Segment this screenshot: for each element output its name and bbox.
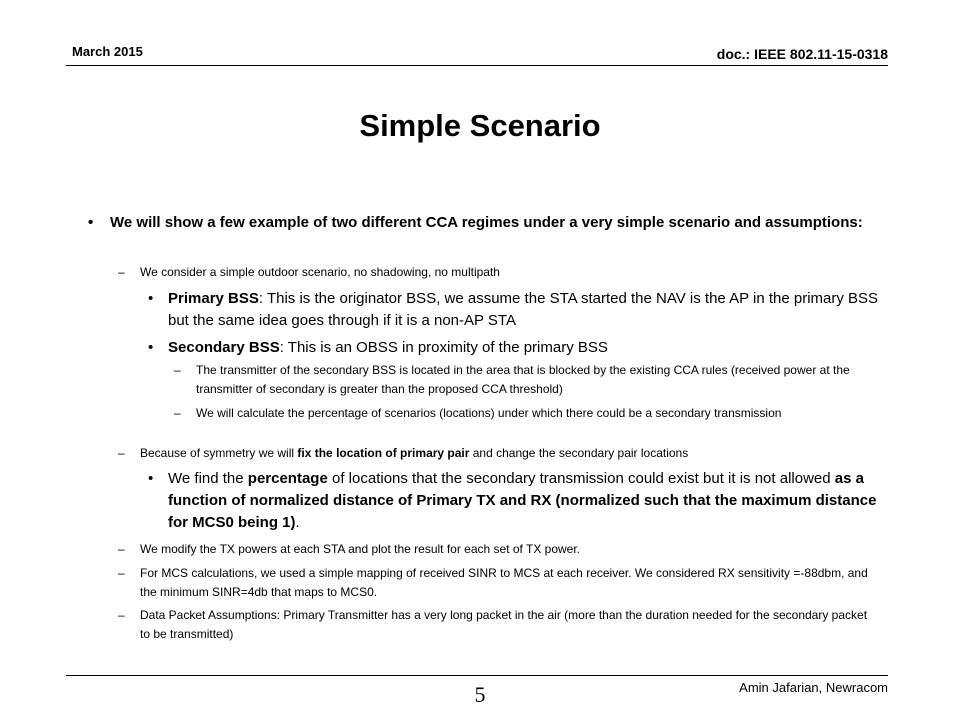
bullet-outdoor-scenario <box>118 263 880 282</box>
bullet-text: Because of symmetry we will <box>140 446 298 460</box>
bullet-text: For MCS calculations, we used a simple mapping of received SINR to MCS at each receiver. We considered RX sensitivity =-88dbm, and the minimum SINR=4db that maps to MCS0. <box>140 566 868 599</box>
header-date: March 2015 <box>72 44 143 59</box>
bullet-percentage-calc <box>174 404 876 423</box>
bullet-marker: • <box>88 214 94 231</box>
bullet-text: Data Packet Assumptions: Primary Transmitter has a very long packet in the air (more than the duration needed for the secondary packet to be transmitted) <box>140 608 868 641</box>
bullet-text: . <box>295 514 300 531</box>
bullet-text: : This is the originator BSS, we assume the STA started the NAV is the AP in the primary BSS but the same idea goes through if it is a non-AP STA <box>168 290 879 329</box>
bullet-text: We will calculate the percentage of scenarios (locations) under which there could be a secondary transmission <box>196 406 782 420</box>
slide-title: Simple Scenario <box>359 108 601 143</box>
bullet-text: We modify the TX powers at each STA and plot the result for each set of TX power. <box>140 542 581 556</box>
bullet-transmitter-location <box>174 361 876 399</box>
bullet-text: : This is an OBSS in proximity of the primary BSS <box>279 339 608 356</box>
bullet-percentage-finding <box>148 468 888 534</box>
bullet-text: We find the <box>168 470 248 487</box>
bullet-text: The transmitter of the secondary BSS is located in the area that is blocked by the existing CCA rules (received power at the transmitter of secondary is greater than the proposed CCA threshold) <box>196 363 850 396</box>
bullet-intro <box>88 212 890 234</box>
bullet-symmetry <box>118 444 880 463</box>
bullet-text: of locations that the secondary transmission could exist but it is not allowed <box>327 470 835 487</box>
bullet-text: and change the secondary pair locations <box>469 446 689 460</box>
bullet-text: We will show a few example of two different CCA regimes under a very simple scenario and assumptions: <box>110 214 863 231</box>
dash-marker: – <box>118 542 125 556</box>
dash-marker: – <box>174 406 181 420</box>
bullet-marker: • <box>148 339 154 356</box>
dash-marker: – <box>118 608 125 622</box>
emphasis-fixed-primary: fix the location of primary pair <box>297 446 470 460</box>
bullet-secondary-bss <box>148 337 888 359</box>
header-doc-id: doc.: IEEE 802.11-15-0318 <box>716 46 888 62</box>
bullet-text: We consider a simple outdoor scenario, no shadowing, no multipath <box>140 265 500 279</box>
term-secondary-bss: Secondary BSS <box>168 339 280 356</box>
bullet-marker: • <box>148 290 154 307</box>
bullet-tx-powers <box>118 540 880 559</box>
footer-author: Amin Jafarian, Newracom <box>739 680 888 695</box>
term-primary-bss: Primary BSS <box>168 290 259 307</box>
page-number: 5 <box>474 682 486 707</box>
bullet-primary-bss <box>148 288 888 332</box>
dash-marker: – <box>118 265 125 279</box>
dash-marker: – <box>118 566 125 580</box>
emphasis-percentage: percentage <box>247 470 328 487</box>
bullet-data-packet <box>118 606 880 644</box>
footer-divider <box>66 675 888 676</box>
bullet-marker: • <box>148 470 154 487</box>
dash-marker: – <box>174 363 181 377</box>
emphasis-normalized-distance: as a function of normalized distance of Primary TX and RX (normalized such that the maximum distance for MCS0 being 1) <box>168 470 877 531</box>
bullet-mcs-calculations <box>118 564 880 602</box>
dash-marker: – <box>118 446 125 460</box>
